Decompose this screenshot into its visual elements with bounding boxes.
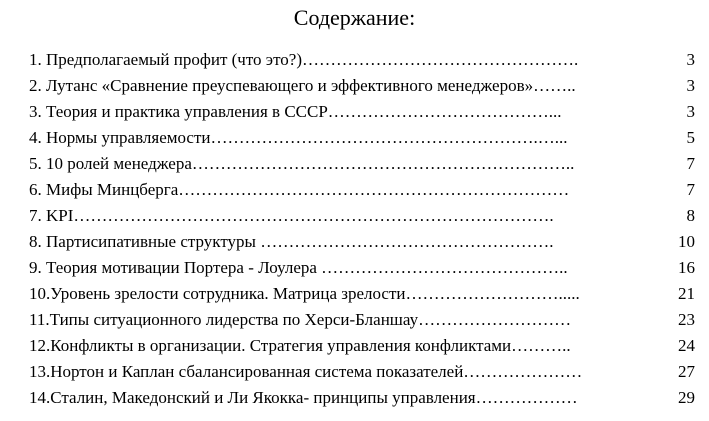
toc-entry-page: 7	[686, 180, 695, 199]
toc-entry-page: 24	[678, 336, 695, 355]
toc-entry-page: 21	[678, 284, 695, 303]
toc-entry-page: 27	[678, 362, 695, 381]
toc-entry-page: 3	[686, 50, 695, 69]
toc-entry	[29, 387, 695, 409]
toc-entry-text: 6. Мифы Минцберга……………………………………………………………	[29, 180, 570, 199]
toc-entry-page: 5	[686, 128, 695, 147]
toc-entry-page: 3	[686, 102, 695, 121]
toc-entry-text: 11.Типы ситуационного лидерства по Херси-Бланшау………………………	[29, 310, 572, 329]
toc-entry-page: 16	[678, 258, 695, 277]
toc-entry-text: 4. Нормы управляемости………………………………………………….…...	[29, 128, 568, 147]
toc-entry	[29, 309, 695, 331]
toc-entry	[29, 335, 695, 357]
toc-entry-text: 13.Нортон и Каплан сбалансированная система показателей…………………	[29, 362, 583, 381]
toc-entry-text: 10.Уровень зрелости сотрудника. Матрица зрелости……………………….....	[29, 284, 580, 303]
toc-entry-text: 7. KPI………………………………………………………………………….	[29, 206, 554, 225]
toc-entry-text: 9. Теория мотивации Портера - Лоулера ……………………………………..	[29, 258, 568, 277]
toc-entry-text: 1. Предполагаемый профит (что это?)………………………………………….	[29, 50, 579, 69]
toc-entry-page: 7	[686, 154, 695, 173]
toc-entry-page: 29	[678, 388, 695, 407]
toc-entry-text: 5. 10 ролей менеджера…………………………………………………………..	[29, 154, 575, 173]
toc-entry-text: 12.Конфликты в организации. Стратегия управления конфликтами………..	[29, 336, 571, 355]
toc-entry	[29, 75, 695, 97]
toc-entry-page: 3	[686, 76, 695, 95]
toc-entry-text: 8. Партисипативные структуры …………………………………………….	[29, 232, 554, 251]
toc-entry-page: 8	[686, 206, 695, 225]
toc-title: Содержание:	[293, 5, 416, 30]
toc-entry	[29, 283, 695, 305]
toc-entry	[29, 101, 695, 123]
toc-entry	[29, 205, 695, 227]
toc-entry	[29, 127, 695, 149]
toc-entry	[29, 257, 695, 279]
toc-entry-text: 2. Лутанс «Сравнение преуспевающего и эффективного менеджеров»……..	[29, 76, 576, 95]
toc-entry-text: 14.Сталин, Македонский и Ли Якокка- принципы управления………………	[29, 388, 578, 407]
toc-entry	[29, 231, 695, 253]
toc-entry-page: 10	[678, 232, 695, 251]
toc-entry	[29, 153, 695, 175]
toc-entry	[29, 179, 695, 201]
toc-entry	[29, 361, 695, 383]
toc-entry	[29, 49, 695, 71]
toc-entry-page: 23	[678, 310, 695, 329]
toc-entry-text: 3. Теория и практика управления в СССР…………………………………...	[29, 102, 562, 121]
